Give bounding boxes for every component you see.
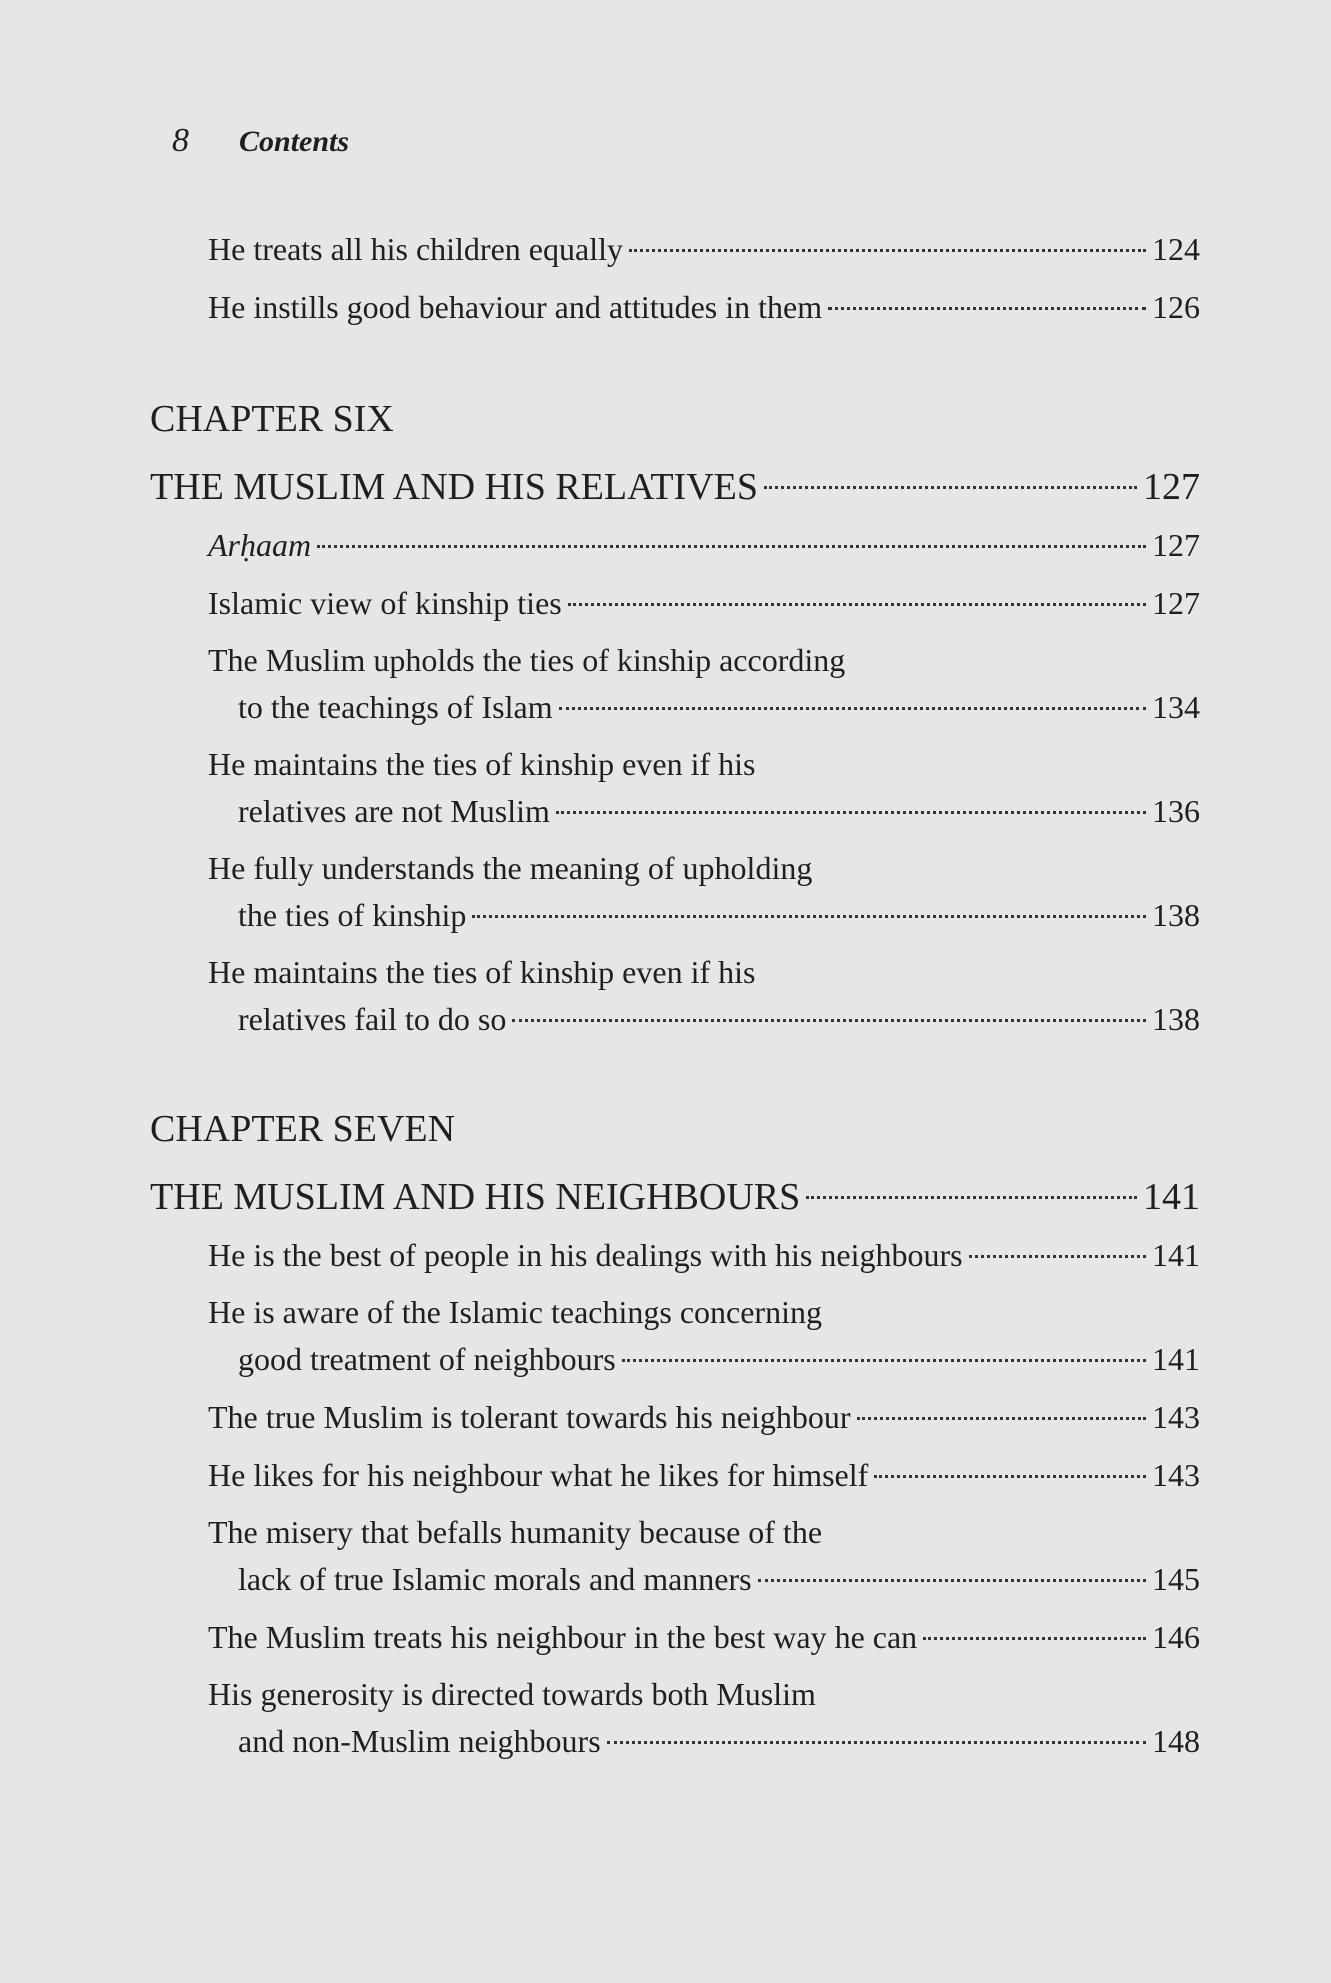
leader-dots (758, 1579, 1146, 1582)
toc-entry: The Muslim treats his neighbour in the best way he can 146 (208, 1619, 1200, 1655)
chapter-heading: CHAPTER SEVEN (150, 1108, 456, 1150)
leader-dots (556, 811, 1146, 814)
leader-dots (969, 1255, 1146, 1258)
toc-entry-multiline: He fully understands the meaning of upholding the ties of kinship 138 (208, 850, 1200, 933)
leader-dots (874, 1475, 1146, 1478)
page-number: 8 (172, 122, 189, 159)
leader-dots (764, 486, 1137, 489)
chapter-title: THE MUSLIM AND HIS NEIGHBOURS 141 (150, 1176, 1200, 1218)
toc-entry: The true Muslim is tolerant towards his neighbour 143 (208, 1399, 1200, 1435)
leader-dots (317, 545, 1146, 548)
toc-entry-multiline: His generosity is directed towards both Muslim and non-Muslim neighbours 148 (208, 1676, 1200, 1759)
page-header (172, 122, 349, 160)
toc-entry-multiline: The misery that befalls humanity because of the lack of true Islamic morals and manners 145 (208, 1514, 1200, 1597)
toc-entry: He treats all his children equally 124 (208, 231, 1200, 267)
toc-entry-multiline: The Muslim upholds the ties of kinship according to the teachings of Islam 134 (208, 642, 1200, 725)
toc-entry-multiline: He maintains the ties of kinship even if his relatives are not Muslim 136 (208, 746, 1200, 829)
leader-dots (622, 1359, 1146, 1362)
chapter-heading: CHAPTER SIX (150, 398, 394, 440)
table-of-contents (150, 225, 1200, 1775)
running-title: Contents (239, 125, 350, 158)
leader-dots (806, 1196, 1137, 1199)
toc-entry-multiline: He maintains the ties of kinship even if his relatives fail to do so 138 (208, 954, 1200, 1037)
leader-dots (629, 249, 1146, 252)
toc-entry: He is the best of people in his dealings with his neighbours 141 (208, 1237, 1200, 1273)
leader-dots (568, 603, 1146, 606)
leader-dots (923, 1637, 1146, 1640)
toc-entry: He instills good behaviour and attitudes in them 126 (208, 289, 1200, 325)
leader-dots (857, 1417, 1146, 1420)
leader-dots (559, 707, 1146, 710)
leader-dots (828, 307, 1146, 310)
toc-entry: Islamic view of kinship ties 127 (208, 585, 1200, 621)
toc-entry: He likes for his neighbour what he likes for himself 143 (208, 1457, 1200, 1493)
chapter-title: THE MUSLIM AND HIS RELATIVES 127 (150, 466, 1200, 508)
toc-entry: Arḥaam 127 (208, 527, 1200, 563)
toc-entry-multiline: He is aware of the Islamic teachings concerning good treatment of neighbours 141 (208, 1294, 1200, 1377)
leader-dots (512, 1019, 1146, 1022)
leader-dots (472, 915, 1146, 918)
leader-dots (607, 1741, 1146, 1744)
